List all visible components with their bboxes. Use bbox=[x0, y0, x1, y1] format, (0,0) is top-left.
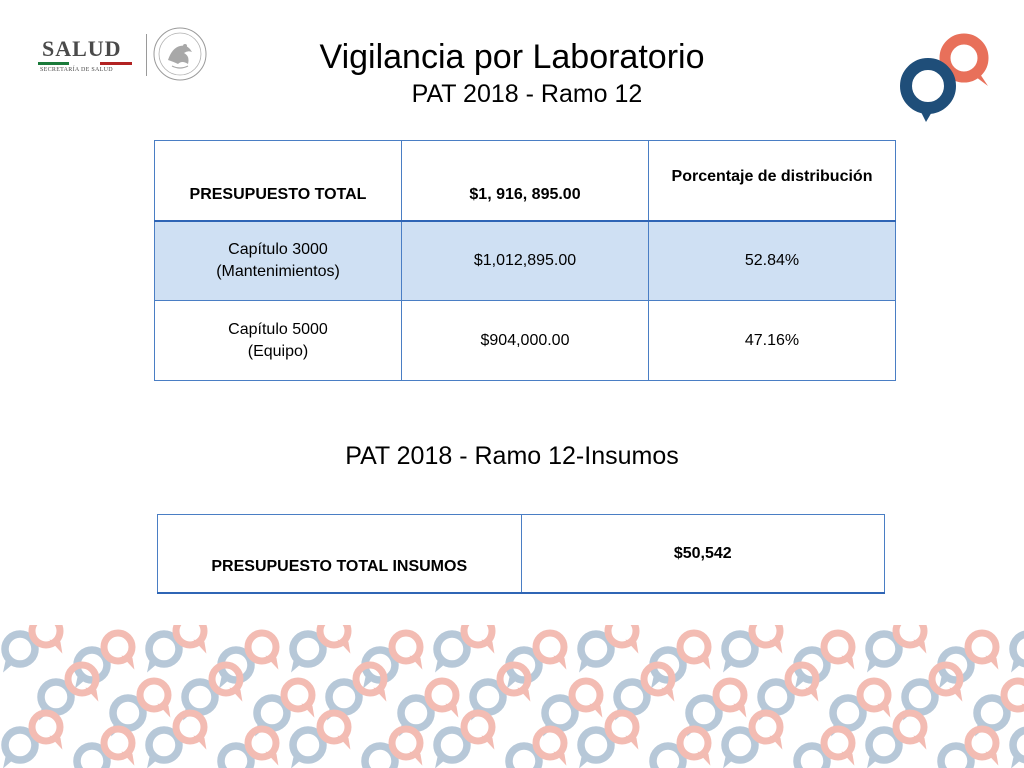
pattern-bubble bbox=[291, 730, 323, 768]
header-cell-percent: Porcentaje de distribución bbox=[649, 141, 896, 221]
pattern-bubble bbox=[3, 730, 35, 768]
pattern-bubble bbox=[723, 730, 755, 768]
pattern-bubble bbox=[435, 634, 467, 673]
amount-cell: $904,000.00 bbox=[402, 301, 649, 381]
pattern-bubble bbox=[723, 634, 755, 673]
budget-table bbox=[154, 140, 896, 381]
pattern-bubble bbox=[147, 634, 179, 673]
concept-cell bbox=[155, 221, 402, 301]
percent-cell: 52.84% bbox=[649, 221, 896, 301]
decorative-pattern bbox=[0, 625, 1024, 768]
amount-cell: $1,012,895.00 bbox=[402, 221, 649, 301]
concept-line2: (Mantenimientos) bbox=[216, 262, 340, 280]
header-cell-total-label: PRESUPUESTO TOTAL bbox=[155, 141, 402, 221]
pattern-bubble bbox=[1011, 730, 1024, 768]
pattern-bubble bbox=[579, 730, 611, 768]
table-row bbox=[155, 301, 896, 381]
table-row bbox=[158, 515, 885, 594]
salud-logo-subtitle: SECRETARÍA DE SALUD bbox=[40, 67, 113, 73]
pattern-bubble bbox=[147, 730, 179, 768]
pattern-bubble bbox=[1011, 634, 1024, 673]
percent-cell: 47.16% bbox=[649, 301, 896, 381]
pattern-bubble bbox=[3, 634, 35, 673]
insumos-table bbox=[157, 514, 885, 594]
concept-cell bbox=[155, 301, 402, 381]
header-cell-total-amount: $1, 916, 895.00 bbox=[402, 141, 649, 221]
pattern-bubble bbox=[579, 634, 611, 673]
salud-logo-word: SALUD bbox=[42, 36, 122, 61]
page-subtitle: PAT 2018 - Ramo 12 bbox=[411, 80, 643, 108]
insumos-value-cell: $50,542 bbox=[521, 515, 885, 594]
concept-line1: Capítulo 5000 bbox=[228, 320, 328, 338]
section-title-insumos: PAT 2018 - Ramo 12-Insumos bbox=[345, 442, 679, 470]
pattern-bubble bbox=[867, 730, 899, 768]
pattern-bubble bbox=[867, 634, 899, 673]
insumos-label-cell: PRESUPUESTO TOTAL INSUMOS bbox=[158, 515, 522, 594]
budget-table-header-row bbox=[155, 141, 896, 221]
concept-line2: (Equipo) bbox=[247, 342, 309, 360]
pattern-bubble bbox=[291, 634, 323, 673]
pattern-bubble bbox=[435, 730, 467, 768]
concept-line1: Capítulo 3000 bbox=[228, 240, 328, 258]
page-title: Vigilancia por Laboratorio bbox=[319, 38, 705, 76]
table-row bbox=[155, 221, 896, 301]
